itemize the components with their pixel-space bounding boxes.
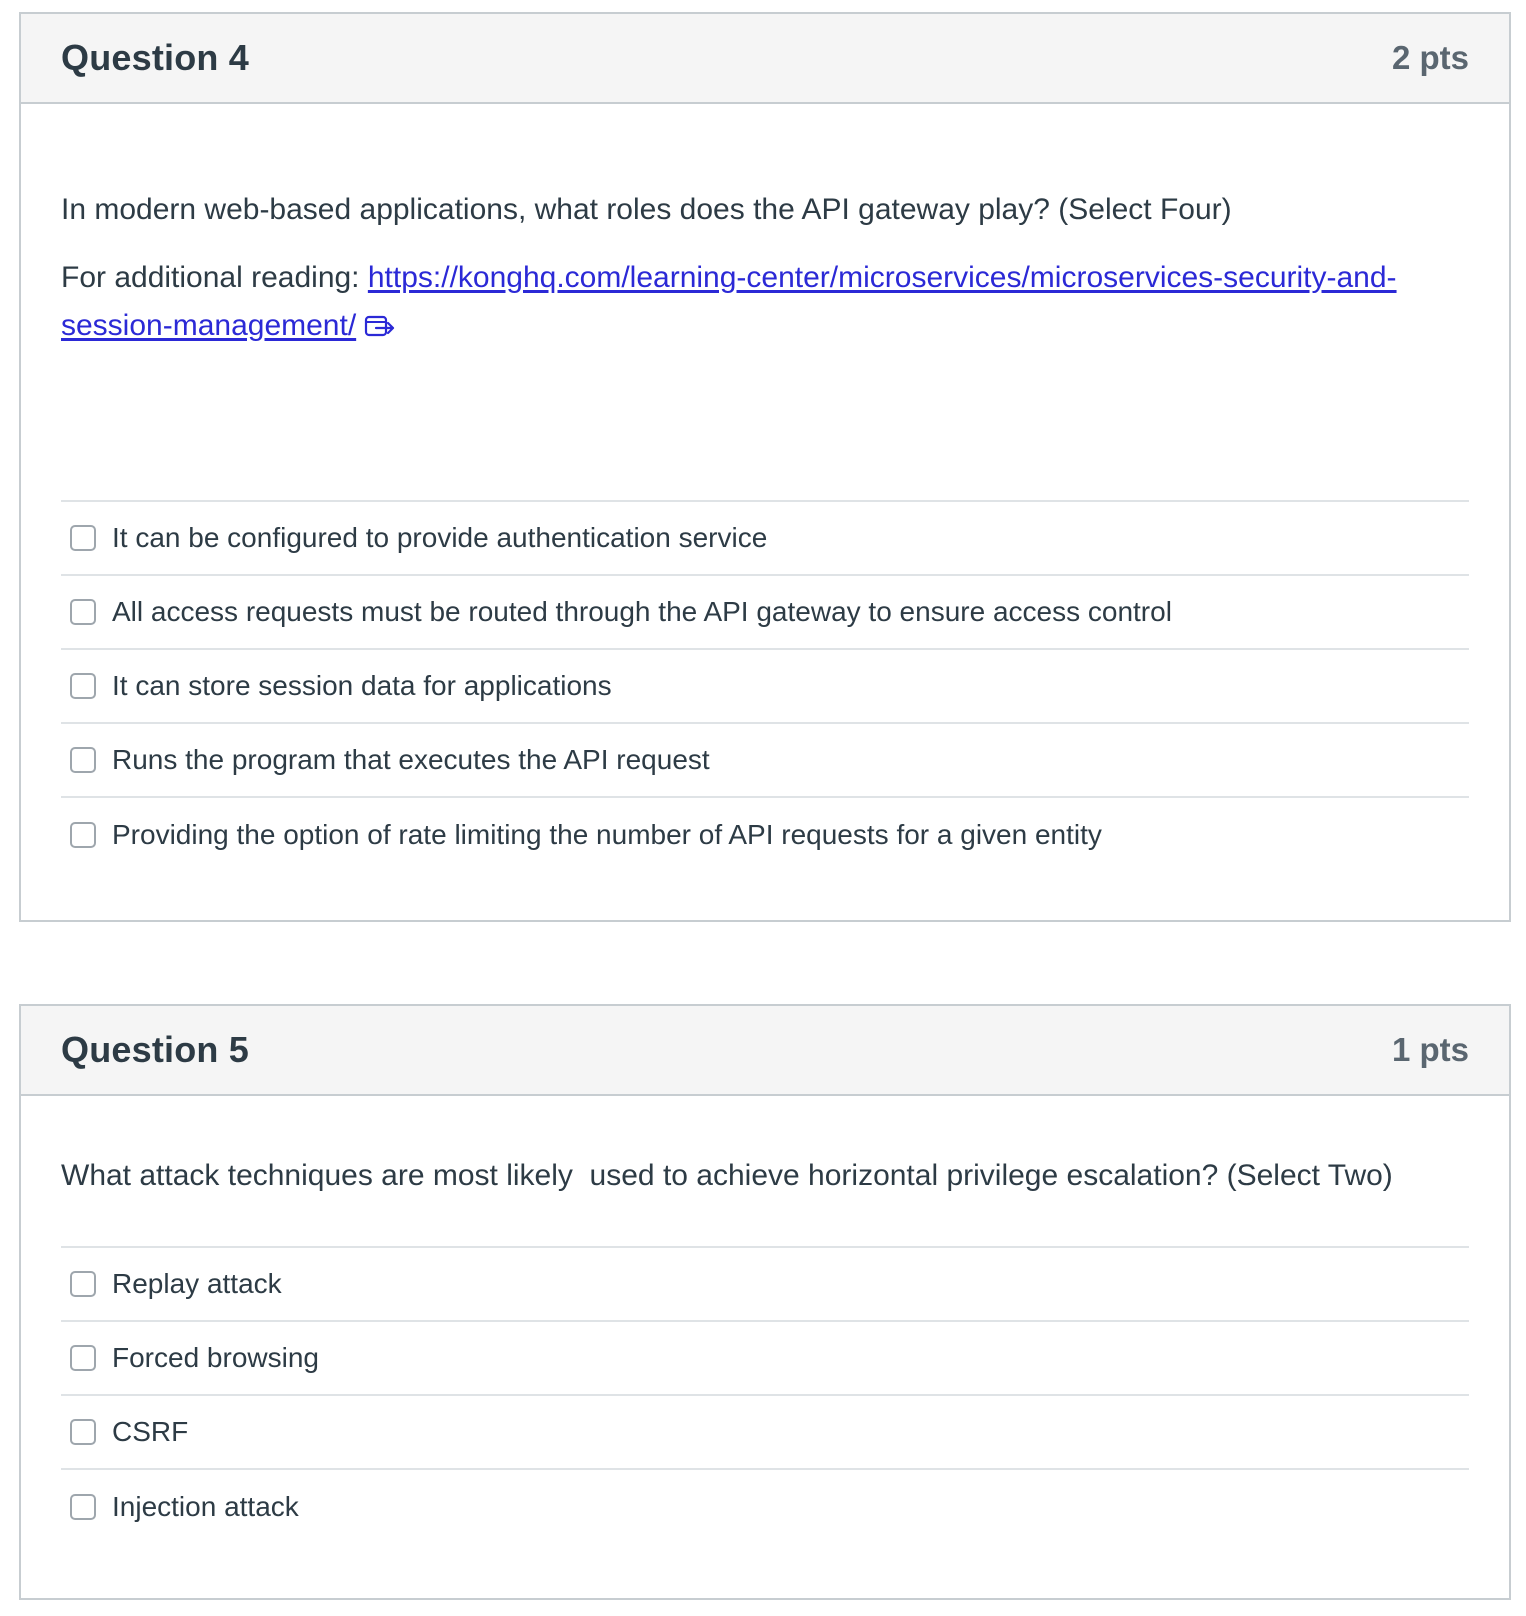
- answer-label: Replay attack: [112, 1268, 282, 1299]
- answer-checkbox[interactable]: [70, 673, 96, 699]
- answer-option[interactable]: [61, 1322, 1469, 1396]
- answer-option[interactable]: [61, 576, 1469, 650]
- question-5-card: [19, 1004, 1511, 1600]
- answer-option[interactable]: [61, 1470, 1469, 1544]
- answer-checkbox[interactable]: [70, 747, 96, 773]
- answer-checkbox[interactable]: [70, 1345, 96, 1371]
- answer-checkbox[interactable]: [70, 525, 96, 551]
- answer-list: [61, 1246, 1469, 1544]
- answer-label: Providing the option of rate limiting the number of API requests for a given entity: [112, 819, 1102, 850]
- answer-label: It can store session data for applications: [112, 670, 612, 701]
- answer-label: All access requests must be routed through the API gateway to ensure access control: [112, 596, 1172, 627]
- answer-option[interactable]: [61, 1396, 1469, 1470]
- answer-checkbox[interactable]: [70, 599, 96, 625]
- answer-label: Forced browsing: [112, 1342, 319, 1373]
- answer-checkbox[interactable]: [70, 1419, 96, 1445]
- answer-option[interactable]: [61, 502, 1469, 576]
- answer-label: Runs the program that executes the API request: [112, 744, 710, 775]
- answer-label: CSRF: [112, 1416, 189, 1447]
- answer-option[interactable]: [61, 650, 1469, 724]
- answer-checkbox[interactable]: [70, 1494, 96, 1520]
- reading-prefix: For additional reading:: [61, 261, 368, 294]
- question-points: 2 pts: [1391, 39, 1469, 76]
- question-4-card: [19, 12, 1511, 922]
- answer-checkbox[interactable]: [70, 1271, 96, 1297]
- question-points: 1 pts: [1391, 1031, 1469, 1068]
- question-title: Question 5: [61, 1029, 250, 1070]
- question-header: [21, 14, 1509, 104]
- answer-list: [61, 500, 1469, 872]
- answer-label: It can be configured to provide authentication service: [112, 522, 768, 553]
- question-prompt: What attack techniques are most likely used to achieve horizontal privilege escalation? (Select Two): [61, 1159, 1393, 1192]
- answer-option[interactable]: [61, 798, 1469, 872]
- reading-link[interactable]: https://konghq.com/learning-center/microservices/microservices-security-and-session-management/: [61, 261, 1397, 342]
- question-prompt: In modern web-based applications, what roles does the API gateway play? (Select Four): [61, 193, 1232, 226]
- answer-checkbox[interactable]: [70, 822, 96, 848]
- question-header: [21, 1006, 1509, 1096]
- answer-label: Injection attack: [112, 1491, 299, 1522]
- question-title: Question 4: [61, 37, 250, 78]
- additional-reading: [61, 254, 1449, 350]
- answer-option[interactable]: [61, 1248, 1469, 1322]
- answer-option[interactable]: [61, 724, 1469, 798]
- external-link-icon[interactable]: [364, 313, 396, 339]
